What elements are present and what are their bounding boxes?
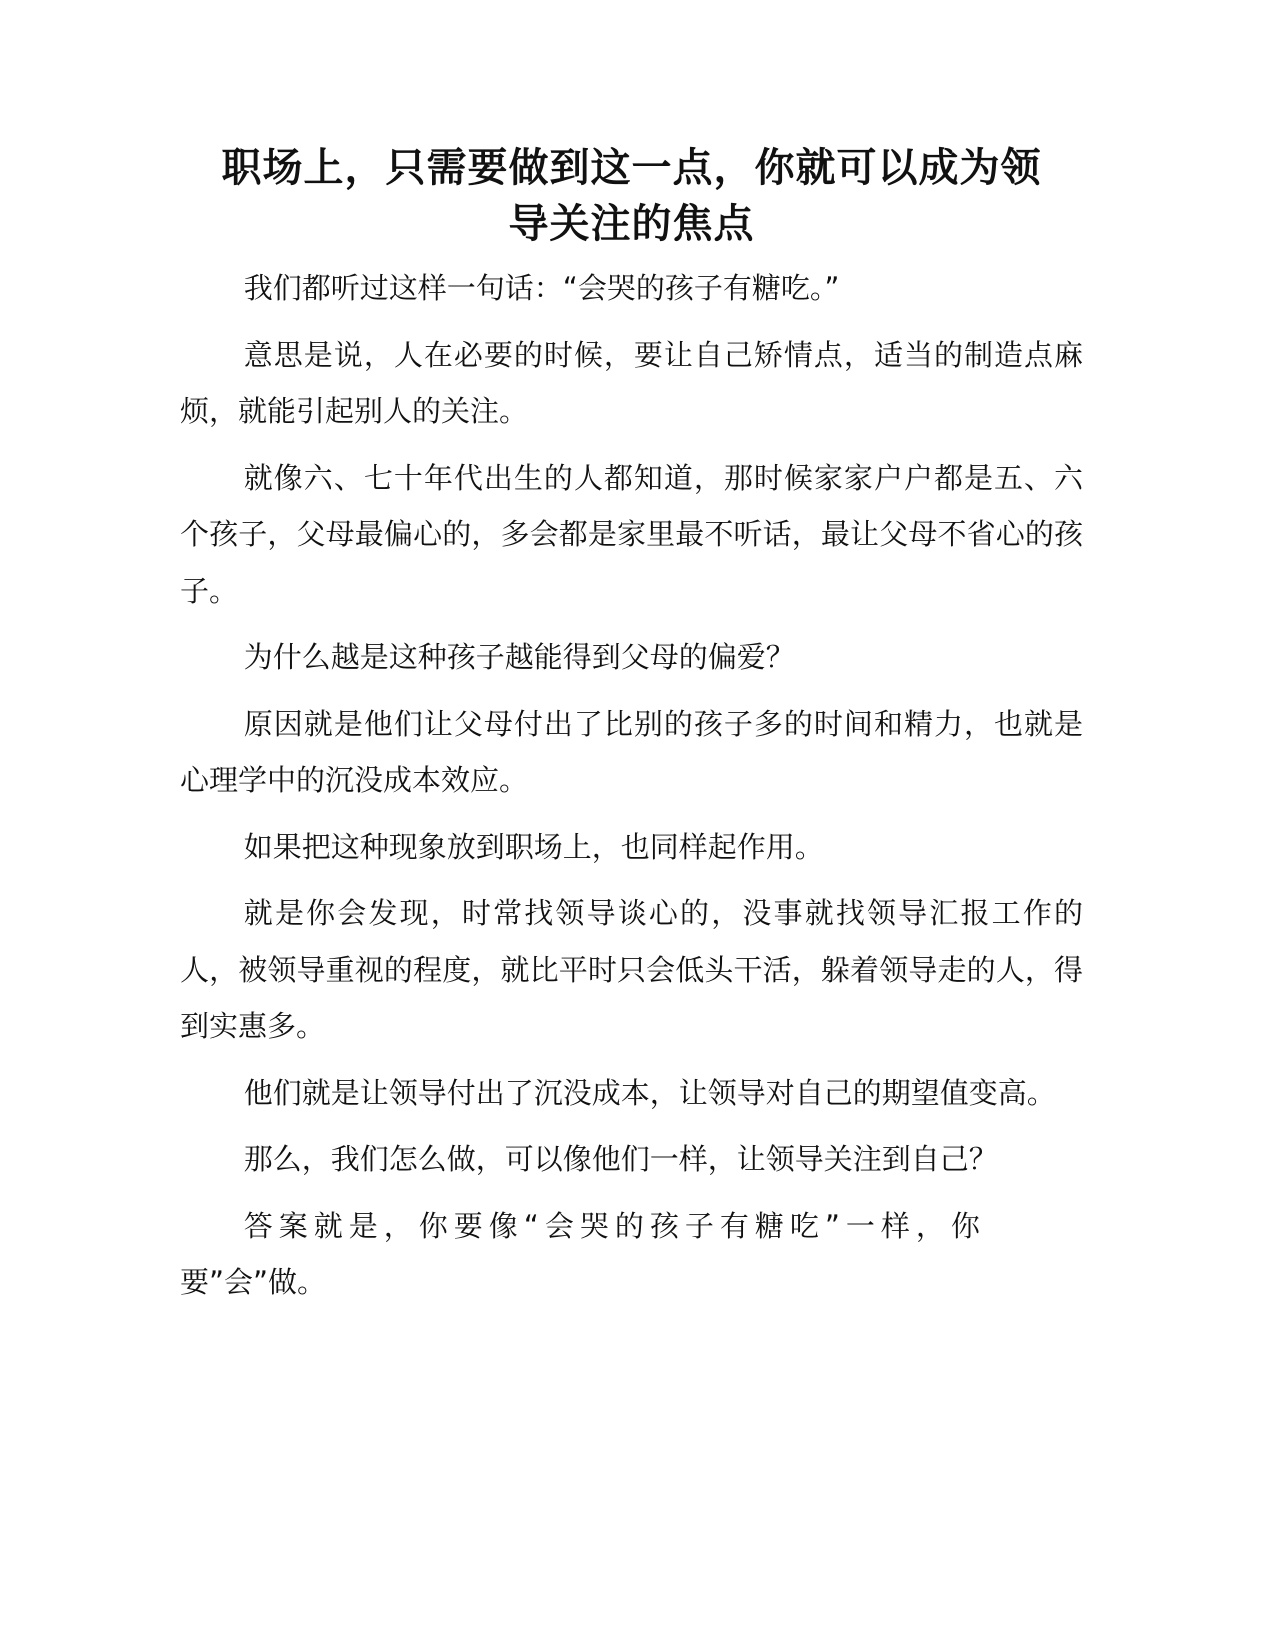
article-title xyxy=(180,140,1083,252)
paragraph-2: 意思是说，人在必要的时候，要让自己矫情点，适当的制造点麻烦，就能引起别人的关注。 xyxy=(180,337,1083,428)
document-page xyxy=(180,140,1083,1321)
paragraph-3: 就像六、七十年代出生的人都知道，那时候家家户户都是五、六个孩子，父母最偏心的，多会都是家里最不听话，最让父母不省心的孩子。 xyxy=(180,460,1083,608)
paragraph-10-line-2: 要”会”做。 xyxy=(180,1265,327,1299)
title-line-1: 职场上，只需要做到这一点，你就可以成为领 xyxy=(221,145,1042,191)
paragraph-10 xyxy=(180,1198,1083,1311)
paragraph-9: 那么，我们怎么做，可以像他们一样，让领导关注到自己？ xyxy=(243,1142,998,1176)
paragraph-1: 我们都听过这样一句话：“会哭的孩子有糖吃。” xyxy=(243,271,840,305)
paragraph-5: 原因就是他们让父母付出了比别的孩子多的时间和精力，也就是心理学中的沉没成本效应。 xyxy=(180,706,1083,797)
paragraph-4: 为什么越是这种孩子越能得到父母的偏爱？ xyxy=(243,640,795,674)
paragraph-7: 就是你会发现，时常找领导谈心的，没事就找领导汇报工作的人，被领导重视的程度，就比平时只会低头干活，躲着领导走的人，得到实惠多。 xyxy=(180,896,1083,1043)
article-body xyxy=(180,260,1083,1311)
paragraph-6: 如果把这种现象放到职场上，也同样起作用。 xyxy=(243,829,824,864)
paragraph-8: 他们就是让领导付出了沉没成本，让领导对自己的期望值变高。 xyxy=(243,1075,1056,1110)
paragraph-10-line-1: 答案就是，你要像“会哭的孩子有糖吃”一样，你 xyxy=(243,1208,986,1243)
title-line-2: 导关注的焦点 xyxy=(508,201,755,247)
